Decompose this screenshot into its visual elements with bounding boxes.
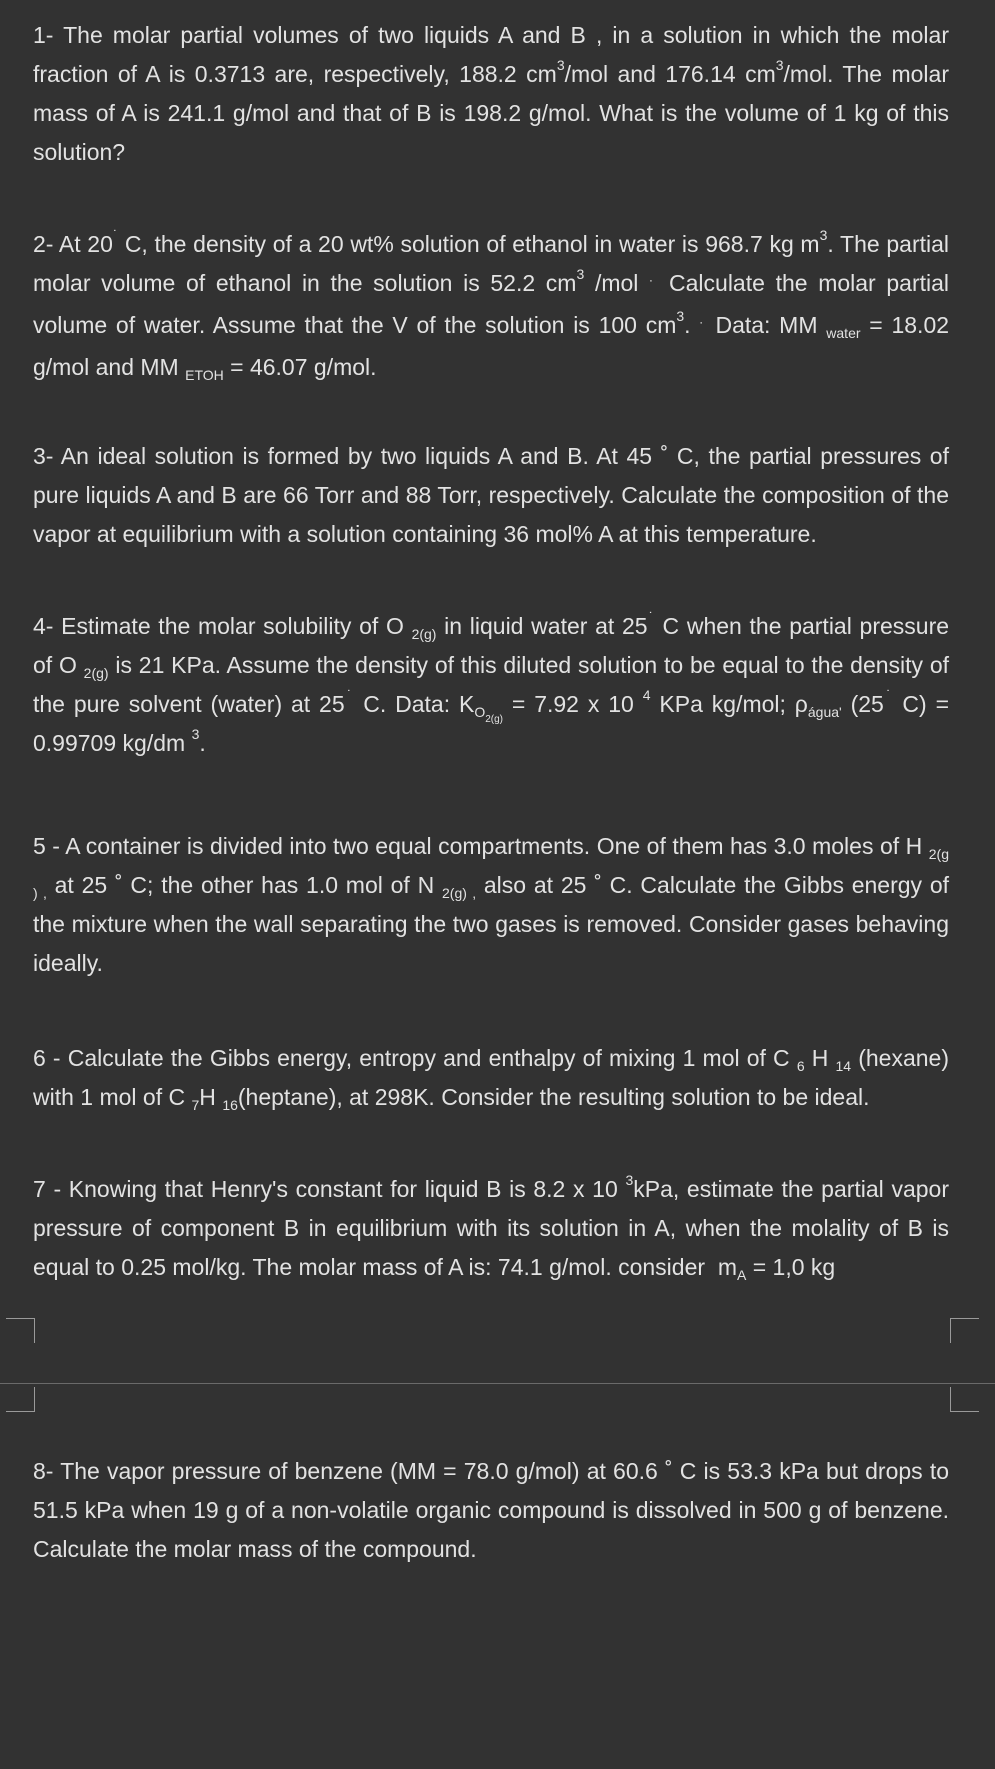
question-4: 4- Estimate the molar solubility of O $_{2(g)}$ in liquid water at 25˙ C when the partial pressure of O $_{2(g)}$ is 21 KPa. Assume the density of this diluted solution to be equal to the density of the pure solvent (water) at 25˙ C. Data: $K_{O2(g)} = 7.92$ x 10 $^4$ KPa kg/mol; $\rho_{água'}$ (25˙ C) = 0.99709 kg/dm $^3$. (33, 609, 950, 756)
page-corner-mark-top-left (6, 1318, 35, 1343)
page-corner-mark-bottom-left (6, 1387, 35, 1412)
question-1: 1- The molar partial volumes of two liquids A and B , in a solution in which the molar fraction of A is 0.3713 are, respectively, 188.2 $cm^3$/mol and 176.14 $cm^3$/mol. The molar mass of A is 241.1 g/mol and that of B is 198.2 g/mol. What is the volume of 1 kg of this solution? (33, 22, 949, 165)
question-7: 7 - Knowing that Henry's constant for liquid B is 8.2 x 10 $^3$kPa, estimate the partial vapor pressure of component B in equilibrium with its solution in A, when the molality of B is equal to 0.25 mol/kg. The molar mass of A is: 74.1 g/mol. consider $m_A = 1,0$ kg (33, 1172, 949, 1283)
question-3: 3- An ideal solution is formed by two liquids A and B. At 45 ˚ C, the partial pressures of pure liquids A and B are 66 Torr and 88 Torr, respectively. Calculate the composition of the vapor at equilibrium with a solution containing 36 mol% A at this temperature. (33, 443, 949, 547)
page-corner-mark-top-right (950, 1318, 979, 1343)
page-corner-mark-bottom-right (950, 1387, 979, 1412)
question-6: 6 - Calculate the Gibbs energy, entropy and enthalpy of mixing 1 mol of C $_6$ H $_{14}$ (hexane) with 1 mol of C $_7$H $_{16}$(heptane), at 298K. Consider the resulting solution to be ideal. (33, 1045, 950, 1113)
page-break-divider (0, 1383, 995, 1384)
question-2: 2- At 20˙ C, the density of a 20 wt% solution of ethanol in water is 968.7 kg $m^3$. The partial molar volume of ethanol in the solution is 52.2 $cm^3$ /mol ˙ Calculate the molar partial volume of water. Assume that the V of the solution is 100 $cm^3$. ˙ Data: MM $_{water}$ = 18.02 g/mol and MM $_{ETOH}$ = 46.07 g/mol. (33, 227, 950, 383)
question-8: 8- The vapor pressure of benzene (MM = 78.0 g/mol) at 60.6 ˚ C is 53.3 kPa but drops to 51.5 kPa when 19 g of a non-volatile organic compound is dissolved in 500 g of benzene. Calculate the molar mass of the compound. (33, 1458, 949, 1562)
question-5: 5 - A container is divided into two equal compartments. One of them has 3.0 moles of H $_{2(g ) ,}$ at 25 ˚ C; the other has 1.0 mol of N $_{2(g) ,}$ also at 25 ˚ C. Calculate the Gibbs energy of the mixture when the wall separating the two gases is removed. Consider gases behaving ideally. (33, 833, 950, 976)
